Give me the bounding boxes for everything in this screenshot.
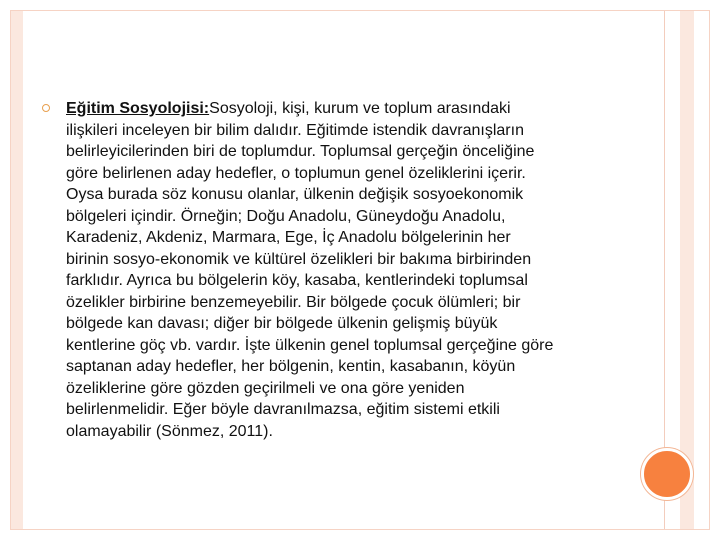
body-line: Oysa burada söz konusu olanlar, ülkenin değişik sosyoekonomik — [66, 186, 524, 203]
term-heading: Eğitim Sosyolojisi: — [66, 100, 210, 117]
body-line: belirlenmelidir. Eğer böyle davranılmazsa, eğitim sistemi etkili — [66, 401, 500, 418]
body-line: saptanan aday hedefler, her bölgenin, kentin, kasabanın, köyün — [66, 358, 516, 375]
left-decorative-band — [11, 11, 23, 529]
body-line: ilişkileri inceleyen bir bilim dalıdır. Eğitimde istendik davranışların — [66, 121, 524, 139]
body-line: Karadeniz, Akdeniz, Marmara, Ege, İç Anadolu bölgelerinin her — [66, 229, 511, 246]
orange-circle-decoration — [641, 448, 693, 500]
body-line: kentlerine göç vb. vardır. İşte ülkenin genel toplumsal gerçeğine göre — [66, 336, 554, 354]
body-line: özeliklerine göre gözden geçirilmeli ve ona göre yeniden — [66, 379, 465, 397]
body-line: farklıdır. Ayrıca bu bölgelerin köy, kasaba, kentlerindeki toplumsal — [66, 272, 528, 289]
body-line: birinin sosyo-ekonomik ve kültürel özelikleri bir bakıma birbirinden — [66, 250, 532, 268]
body-line: özelikler birbirine benzemeyebilir. Bir bölgede çocuk ölümleri; bir — [66, 293, 521, 311]
body-line: göre belirlenen aday hedefler, o toplumun genel özeliklerini içerir. — [66, 164, 526, 182]
body-line: olamayabilir (Sönmez, 2011). — [66, 422, 273, 440]
body-line: belirleyicilerinden biri de toplumdur. Toplumsal gerçeğin önceliğine — [66, 143, 535, 160]
body-line: Sosyoloji, kişi, kurum ve toplum arasındaki — [209, 100, 511, 117]
body-line: bölgede kan davası; diğer bir bölgede ülkenin gelişmiş büyük — [66, 315, 498, 332]
right-decorative-band — [680, 11, 694, 529]
slide-body-text — [66, 98, 626, 442]
body-line: bölgeleri içindir. Örneğin; Doğu Anadolu, Güneydoğu Anadolu, — [66, 207, 506, 225]
bullet-icon — [42, 104, 50, 112]
